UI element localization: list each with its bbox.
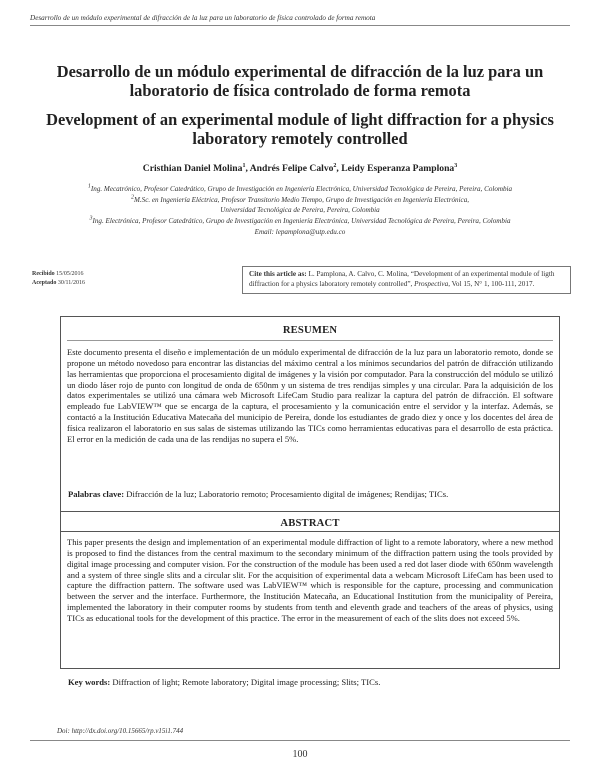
- footer-divider: [30, 740, 570, 741]
- author-name: Leidy Esperanza Pamplona: [341, 163, 455, 174]
- affiliation-1: [20, 184, 580, 195]
- affiliation-2: [20, 195, 580, 206]
- abstract-text: This paper presents the design and implementation of an experimental module diffraction of light to a remote laboratory, where a new method is proposed to find the distances from the central maximum to the secondary minimum of the diffraction pattern using the tools provided by digital image processing and computer vision. For the construction of the module has been used a red dot laser diode with 650nm wavelength and a system of three single slits and a circular slit. For the acquisition of experimental data a webcam Microsoft LifeCam has been used to capture the diffraction pattern. The software used was LabVIEW™ which is responsible for the capture, processing and communication between the server and the interface. Furthermore, the Institución Matecaña, an Educational Institution from the municipality of Pereira, implemented the laboratory in their computer rooms by students from tenth and eleventh grade and teachers of the areas of physics, using TICs as educational tools for the development of this practice. The error in the measurement of each of the slits does not exceed 5%.: [67, 537, 553, 623]
- page-number: 100: [292, 749, 308, 760]
- title-english: Development of an experimental module of light diffraction for a physics laboratory remotely controlled: [46, 110, 554, 148]
- affiliations: [20, 184, 580, 238]
- author-affil-marker: 1: [242, 162, 246, 169]
- article-dates: [32, 270, 85, 287]
- author-affil-marker: 3: [454, 162, 458, 169]
- resumen-section: [60, 316, 560, 532]
- key-words-text: Diffraction of light; Remote laboratory; Digital image processing; Slits; TICs.: [112, 677, 381, 687]
- citation-label: Cite this article as:: [249, 270, 307, 278]
- author-separator: ,: [336, 163, 342, 174]
- author-name: Andrés Felipe Calvo: [249, 163, 334, 174]
- key-words-label: Key words:: [68, 677, 111, 687]
- received-value: 15/05/2016: [56, 271, 84, 277]
- accepted-label: Aceptado: [32, 279, 57, 286]
- author-name: Cristhian Daniel Molina: [142, 163, 243, 174]
- accepted-value: 30/11/2016: [57, 279, 85, 286]
- doi-link[interactable]: Doi: http://dx.doi.org/10.15665/rp.v15i1.744: [57, 727, 184, 735]
- corresponding-email: Email: lepamplona@utp.edu.co: [254, 227, 346, 236]
- author-separator: ,: [245, 163, 250, 174]
- abstract-heading: ABSTRACT: [280, 518, 340, 529]
- received-label: Recibido: [32, 271, 55, 277]
- affil-text: Ing. Electrónica, Profesor Catedrático, Grupo de Investigación en Ingeniería Electrónica, Universidad Tecnológica de Pereira, Pereira, Colombia: [92, 217, 511, 226]
- affil-marker: 1: [87, 183, 91, 190]
- running-head: Desarrollo de un módulo experimental de difracción de la luz para un laboratorio de física controlado de forma remota: [30, 14, 570, 26]
- affil-text: M.Sc. en Ingeniería Eléctrica, Profesor Transitorio Medio Tiempo, Grupo de Investigación en Ingeniería Electrónica,: [133, 195, 470, 204]
- key-words: [68, 677, 564, 687]
- palabras-clave: [68, 489, 564, 499]
- palabras-clave-label: Palabras clave:: [68, 489, 125, 499]
- resumen-divider: [67, 340, 553, 341]
- citation-text: L. Pamplona, A. Calvo, C. Molina, “Development of an experimental module of ligth diffraction for a physics laboratory remotely controlled”,: [249, 270, 555, 288]
- citation-box: [242, 266, 571, 294]
- affiliation-3: [20, 216, 580, 227]
- resumen-heading: RESUMEN: [282, 325, 338, 336]
- citation-tail: , Vol 15, N° 1, 100-111, 2017.: [448, 279, 535, 288]
- accepted-date: [32, 279, 85, 288]
- author-affil-marker: 2: [333, 162, 337, 169]
- citation-journal: Prospectiva: [414, 279, 449, 288]
- title-spanish: Desarrollo de un módulo experimental de difracción de la luz para un laboratorio de física controlado de forma remota: [56, 62, 544, 100]
- author-list: [30, 163, 570, 174]
- affil-marker: 2: [130, 194, 134, 201]
- affil-marker: 3: [89, 215, 93, 222]
- abstract-section: [60, 511, 560, 669]
- resumen-text: Este documento presenta el diseño e implementación de un módulo experimental de difracción de la luz para un laboratorio remoto, donde se propone un método novedoso para encontrar las distancias del máximo central a los mínimos secundarios del patrón de difracción utilizando las herramientas que proporciona el procesamiento digital de imágenes y la visión por computador. Para la construcción del módulo se utilizó un diodo láser rojo de punto con longitud de onda de 650nm y un sistema de tres rendijas simples y una circular. Para la adquisición de los datos experimentales se utilizó una cámara web Microsoft LifeCam Studio para realizar la captura del patrón de difracción. El software empleado fue LabVIEW™ que se encarga de la captura, el procesamiento y la comunicación entre el servidor y la interfaz. Además, se contactó a la Institución Educativa Matecaña del municipio de Pereira, donde los estudiantes de grado diez y once y los docentes del área de física realizaron el laboratorio en sus salas de sistemas utilizando las TICs como herramientas educativas para el desarrollo de esta práctica. El error en la medición de cada una de las rendijas no supera el 5%.: [67, 347, 553, 444]
- affiliation-2-cont: Universidad Tecnológica de Pereira, Pereira, Colombia: [220, 206, 380, 215]
- affil-text: Ing. Mecatrónico, Profesor Catedrático, Grupo de Investigación en Ingeniería Electrónica, Universidad Tecnológica de Pereira, Pereira, Colombia: [90, 185, 513, 193]
- received-date: [32, 270, 85, 279]
- palabras-clave-text: Difracción de la luz; Laboratorio remoto; Procesamiento digital de imágenes; Rendijas; TICs.: [126, 489, 449, 499]
